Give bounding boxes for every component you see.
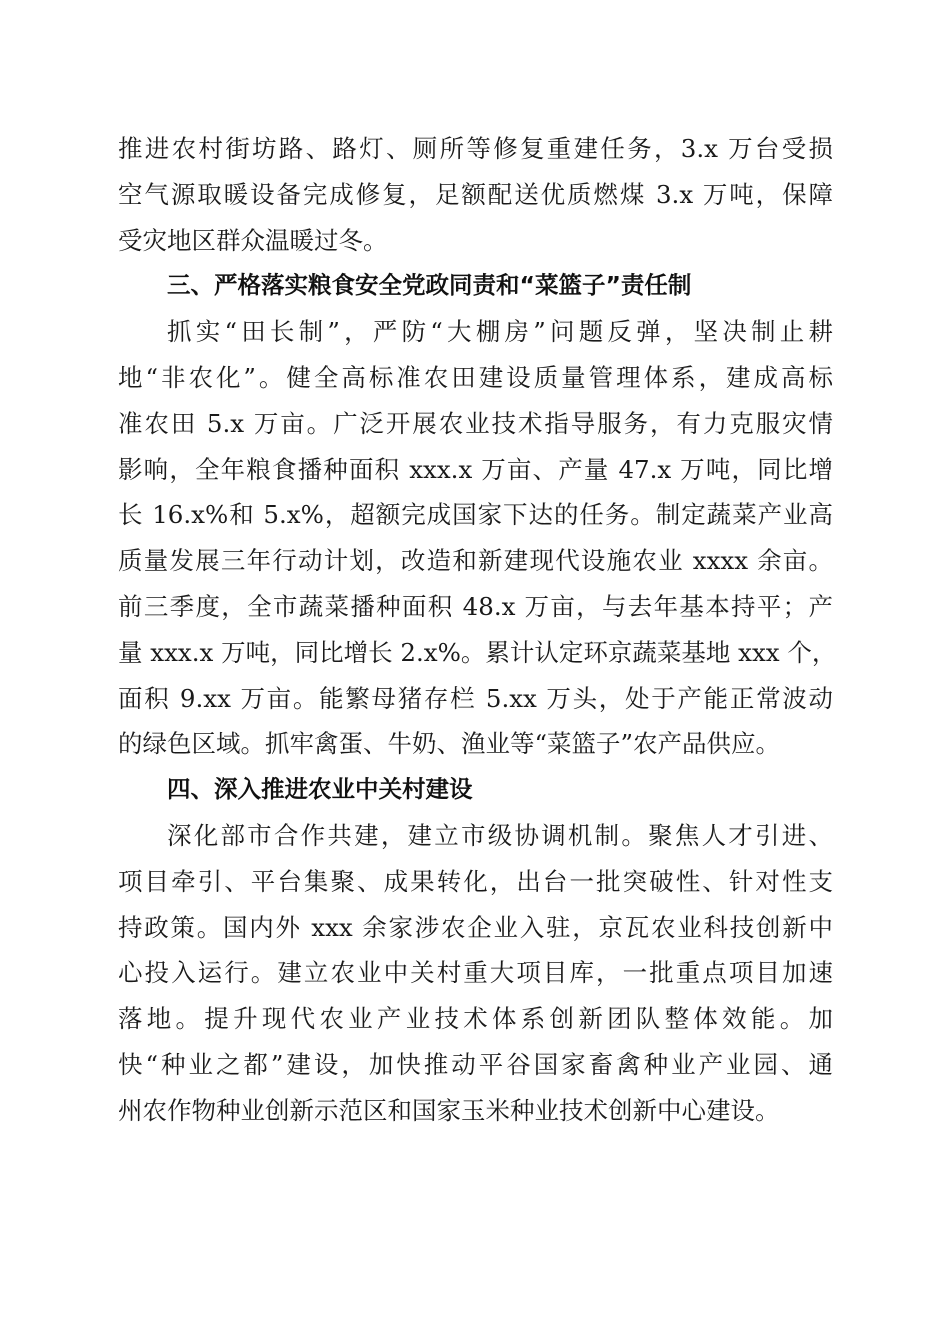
continuation-paragraph xyxy=(118,126,833,263)
section-4-heading: 四、深入推进农业中关村建设 xyxy=(167,775,473,804)
paragraph-line: 持政策。国内外 xxx 余家涉农企业入驻，京瓦农业科技创新中 xyxy=(118,912,833,942)
paragraph-line: 地“非农化”。健全高标准农田建设质量管理体系，建成高标 xyxy=(118,362,833,392)
paragraph-line: 量 xxx.x 万吨，同比增长 2.x%。累计认定环京蔬菜基地 xxx 个， xyxy=(118,637,837,667)
paragraph-line: 面积 9.xx 万亩。能繁母猪存栏 5.xx 万头，处于产能正常波动 xyxy=(118,683,833,713)
paragraph-line: 质量发展三年行动计划，改造和新建现代设施农业 xxxx 余亩。 xyxy=(118,546,833,576)
paragraph-line: 抓实“田长制”，严防“大棚房”问题反弹，坚决制止耕 xyxy=(167,317,833,347)
paragraph-line: 快“种业之都”建设，加快推动平谷国家畜禽种业产业园、通 xyxy=(118,1049,833,1079)
paragraph-line: 项目牵引、平台集聚、成果转化，出台一批突破性、针对性支 xyxy=(118,866,833,896)
paragraph-line: 长 16.x%和 5.x%，超额完成国家下达的任务。制定蔬菜产业高 xyxy=(118,500,833,530)
paragraph-line: 推进农村街坊路、路灯、厕所等修复重建任务，3.x 万台受损 xyxy=(118,134,833,163)
paragraph-line: 准农田 5.x 万亩。广泛开展农业技术指导服务，有力克服灾情 xyxy=(118,408,833,438)
paragraph-line: 落地。提升现代农业产业技术体系创新团队整体效能。加 xyxy=(118,1004,833,1034)
paragraph-line: 前三季度，全市蔬菜播种面积 48.x 万亩，与去年基本持平；产 xyxy=(118,591,833,621)
paragraph-line: 州农作物种业创新示范区和国家玉米种业技术创新中心建设。 xyxy=(118,1095,780,1125)
document-page xyxy=(118,126,837,1134)
section-3-paragraph xyxy=(118,309,837,767)
section-4-paragraph xyxy=(118,813,833,1134)
paragraph-line: 深化部市合作共建，建立市级协调机制。聚焦人才引进、 xyxy=(167,820,833,850)
section-3-heading: 三、严格落实粮食安全党政同责和“菜篮子”责任制 xyxy=(167,271,692,300)
paragraph-line: 影响，全年粮食播种面积 xxx.x 万亩、产量 47.x 万吨，同比增 xyxy=(118,454,833,484)
paragraph-line: 的绿色区域。抓牢禽蛋、牛奶、渔业等“菜篮子”农产品供应。 xyxy=(118,729,781,759)
paragraph-line: 受灾地区群众温暖过冬。 xyxy=(118,225,388,255)
paragraph-line: 心投入运行。建立农业中关村重大项目库，一批重点项目加速 xyxy=(118,958,833,988)
paragraph-line: 空气源取暖设备完成修复，足额配送优质燃煤 3.x 万吨，保障 xyxy=(118,179,833,209)
